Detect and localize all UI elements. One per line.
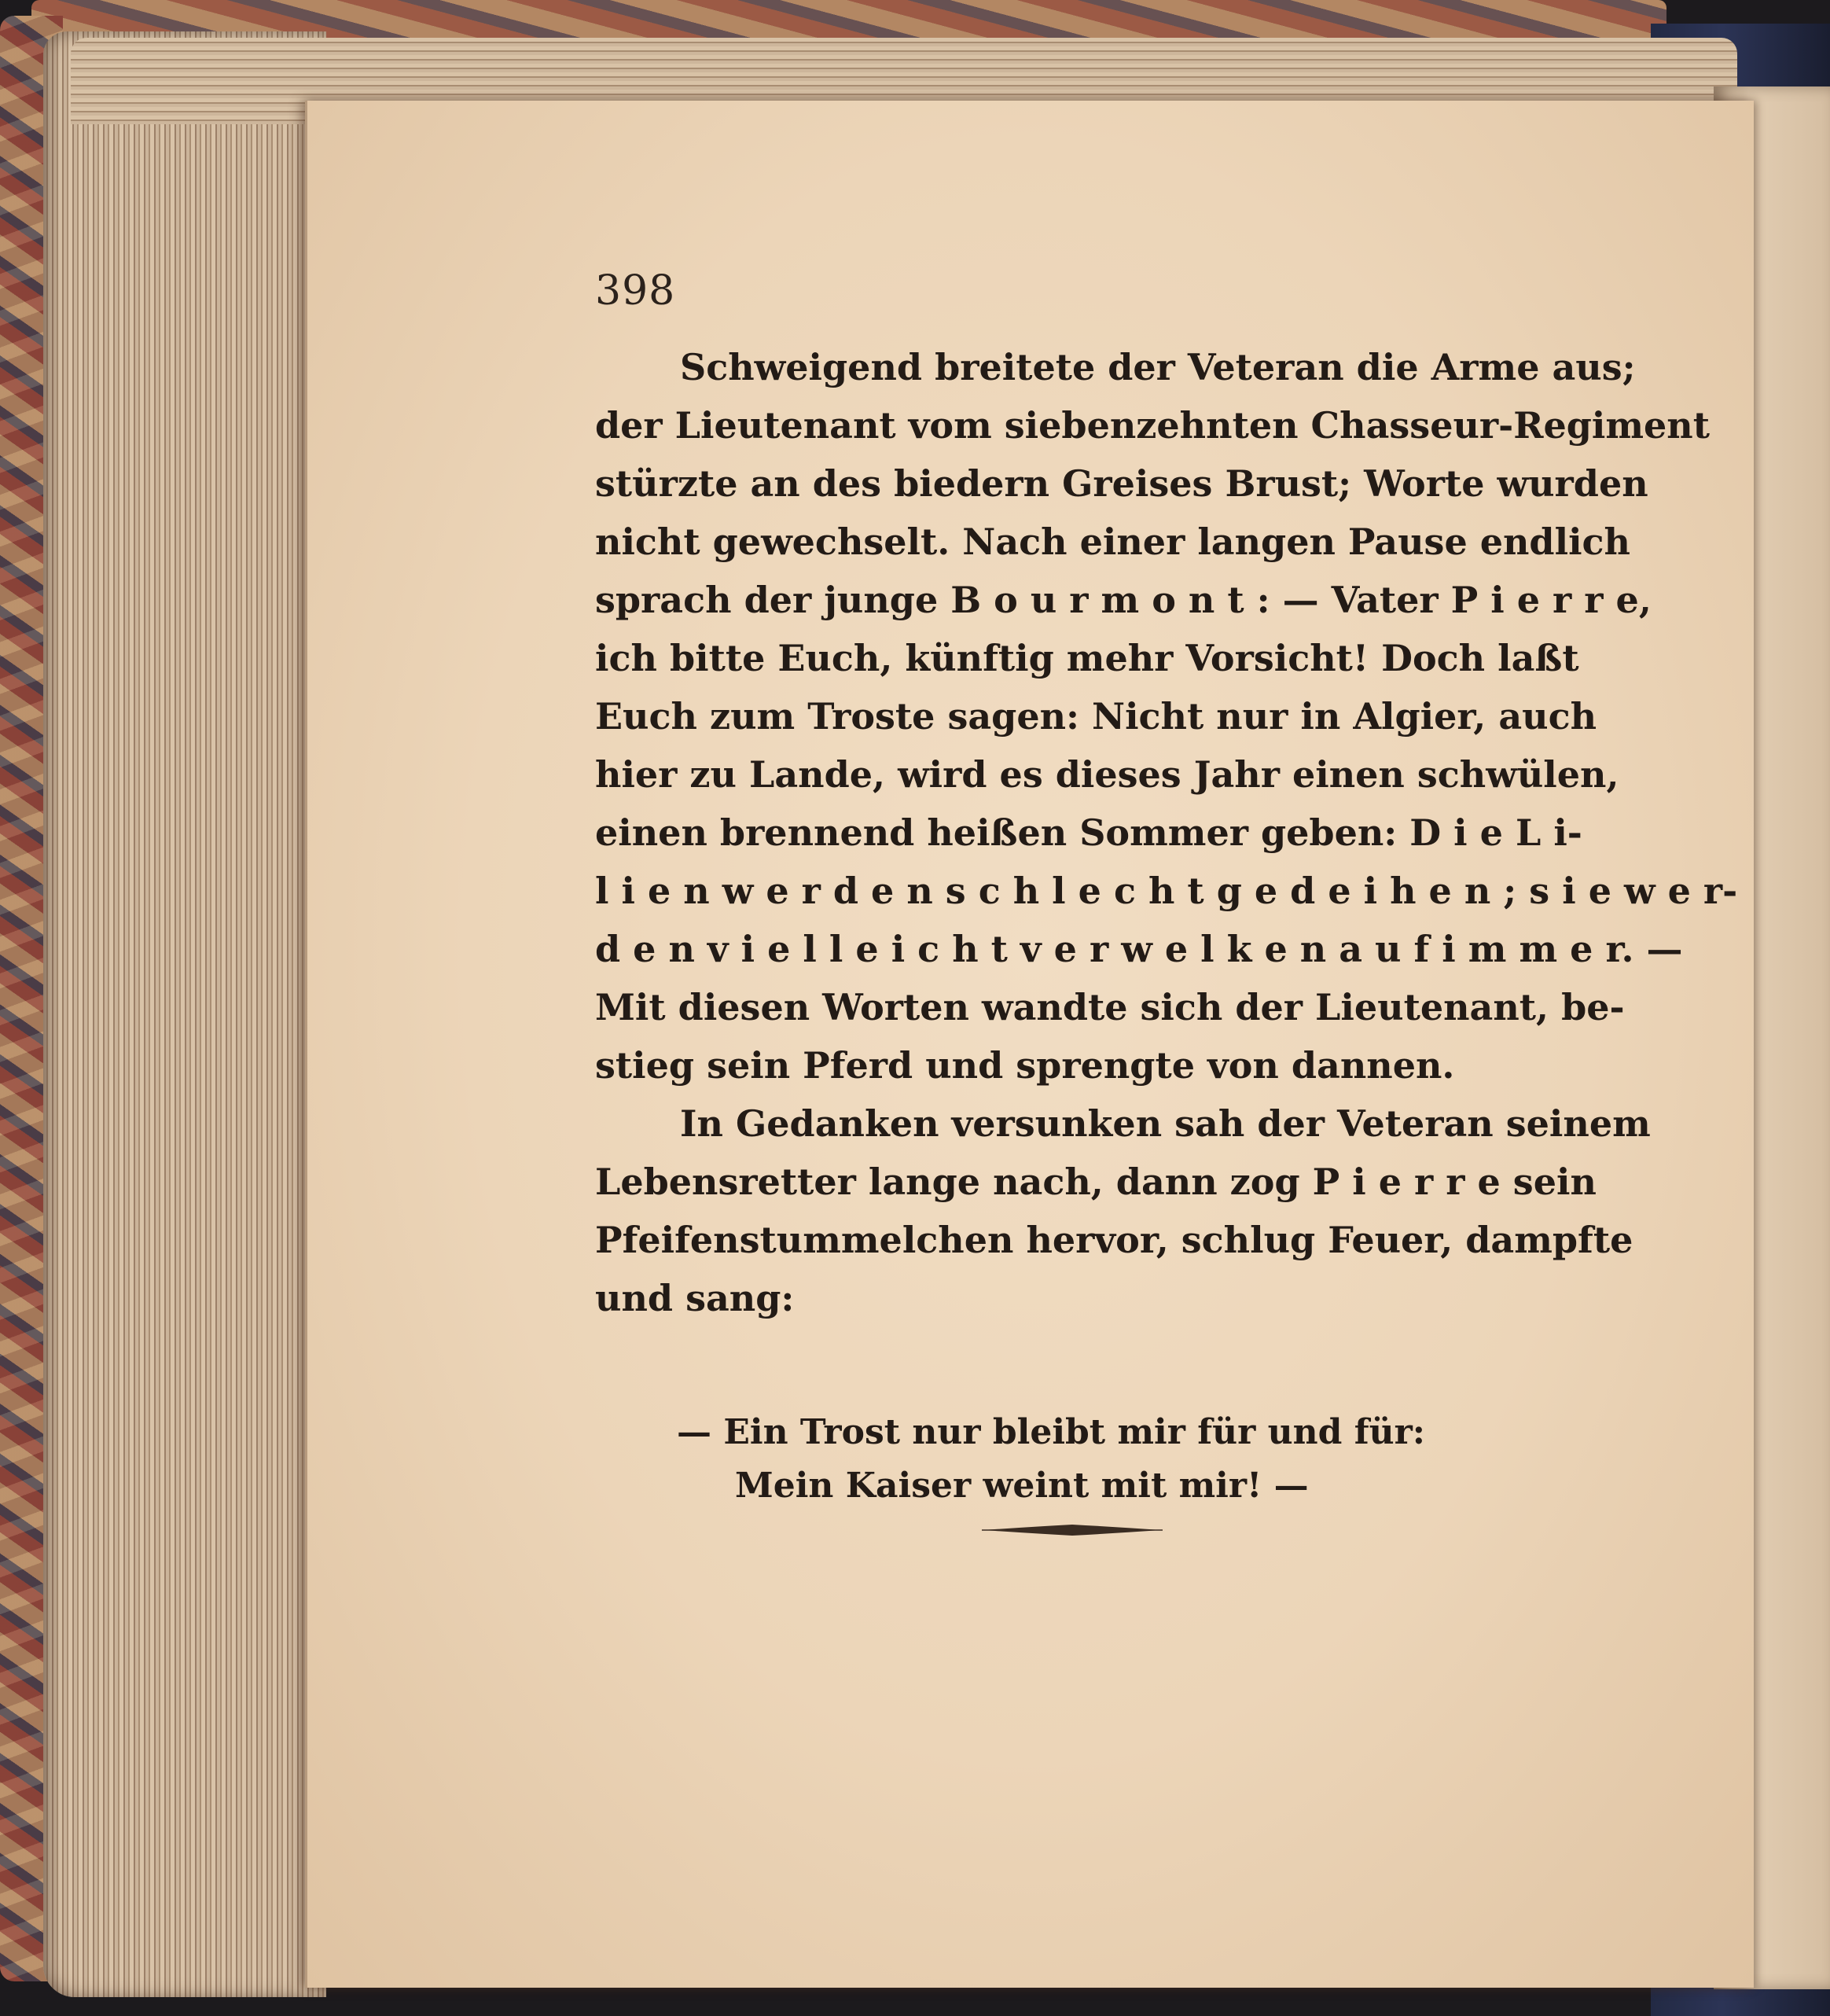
page-stack-edge [43,31,326,1997]
text-line: sprach der junge B o u r m o n t : — Vater P i e r r e, [595,579,1652,621]
text-line: der Lieutenant vom siebenzehnten Chasseur-Regiment [595,404,1711,447]
page-number: 398 [595,267,676,315]
text-line: In Gedanken versunken sah der Veteran seinem [680,1102,1651,1145]
body-text [595,338,1738,1327]
text-line: nicht gewechselt. Nach einer langen Pause endlich [595,521,1630,563]
text-line: stürzte an des biedern Greises Brust; Worte wurden [595,462,1648,505]
text-line: Mit diesen Worten wandte sich der Lieutenant, be- [595,986,1625,1028]
text-line: und sang: [595,1277,795,1319]
text-line: d e n v i e l l e i c h t v e r w e l k e n a u f i m m e r. — [595,928,1683,970]
end-ornament-rule [982,1522,1163,1538]
verse-line: — Ein Trost nur bleibt mir für und für: [677,1412,1426,1452]
verse-block [677,1406,1425,1513]
text-line: ich bitte Euch, künftig mehr Vorsicht! Doch laßt [595,637,1579,679]
text-line: einen brennend heißen Sommer geben: D i e L i- [595,811,1582,854]
text-line: stieg sein Pferd und sprengte von dannen. [595,1044,1455,1087]
text-line: Schweigend breitete der Veteran die Arme aus; [680,346,1636,388]
text-line: Pfeifenstummelchen hervor, schlug Feuer, dampfte [595,1219,1633,1261]
text-line: l i e n w e r d e n s c h l e c h t g e d e i h e n ; s i e w e r- [595,870,1738,912]
text-line: hier zu Lande, wird es dieses Jahr einen schwülen, [595,753,1619,796]
verse-line: Mein Kaiser weint mit mir! — [735,1466,1309,1506]
book-page [305,101,1754,1988]
text-line: Euch zum Troste sagen: Nicht nur in Algier, auch [595,695,1597,738]
text-line: Lebensretter lange nach, dann zog P i e r r e sein [595,1161,1597,1203]
